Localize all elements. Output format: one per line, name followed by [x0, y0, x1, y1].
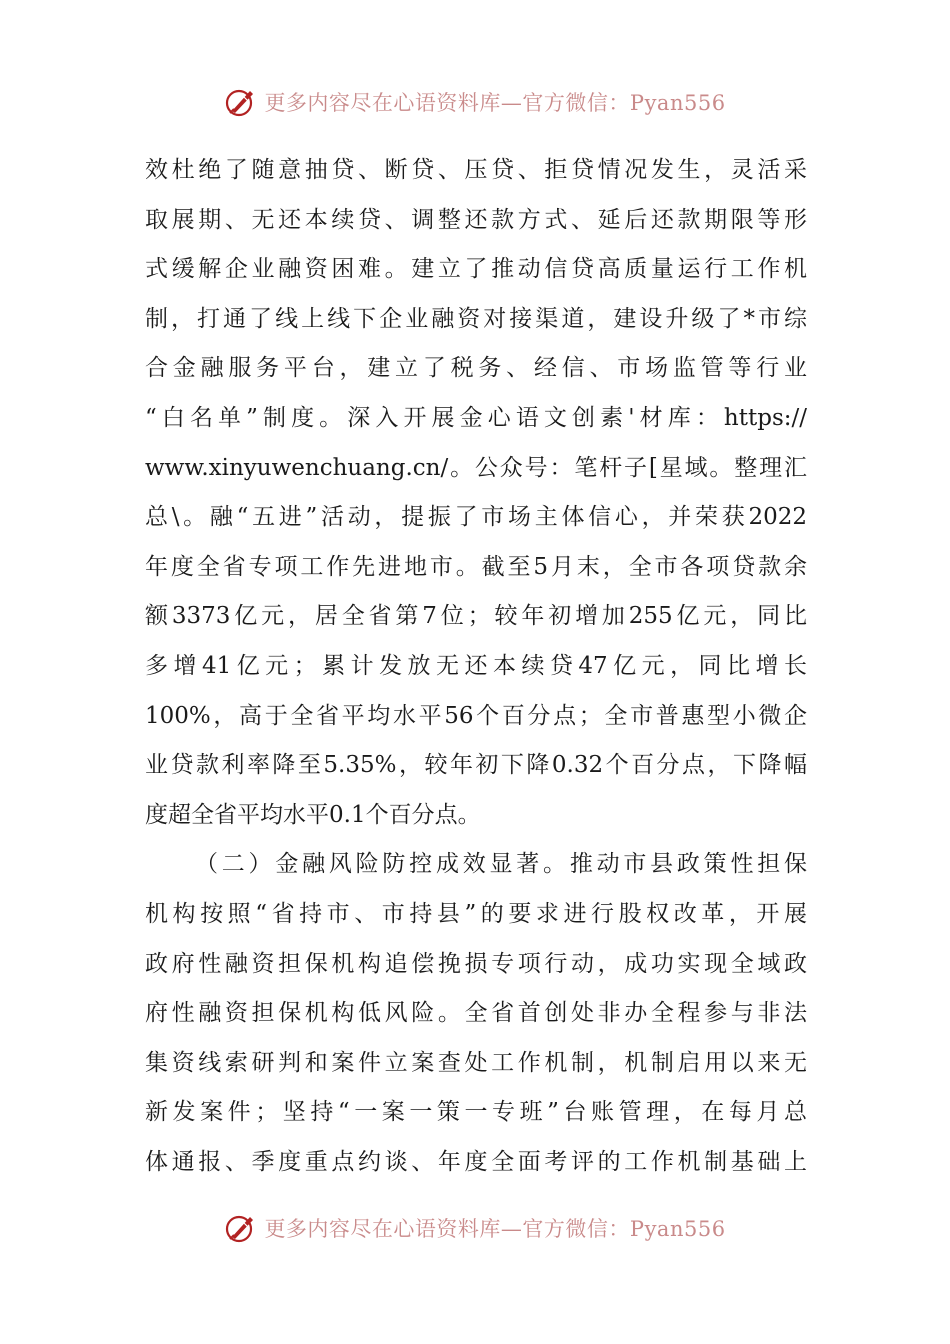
- text-line: 合金融服务平台，建立了税务、经信、市场监管等行业: [145, 355, 807, 382]
- text-line: 效杜绝了随意抽贷、断贷、压贷、拒贷情况发生，灵活采: [145, 157, 807, 183]
- text-line: 取展期、无还本续贷、调整还款方式、延后还款期限等形: [145, 206, 807, 233]
- text-line: 业贷款利率降至5.35%，较年初下降0.32个百分点，下降幅: [145, 752, 807, 779]
- section-heading-line: （二）金融风险防控成效显著。推动市县政策性担保: [195, 851, 807, 878]
- document-body: [145, 146, 807, 1187]
- text-line: 式缓解企业融资困难。建立了推动信贷高质量运行工作机: [145, 256, 807, 283]
- paragraph-financing-support: [145, 146, 807, 840]
- quill-pen-logo-icon: [224, 1211, 258, 1245]
- text-line: 年度全省专项工作先进地市。截至5月末，全市各项贷款余: [145, 553, 807, 580]
- text-line: 集资线索研判和案件立案查处工作机制，机制启用以来无: [145, 1049, 807, 1076]
- text-line: 度超全省平均水平0.1个百分点。: [145, 801, 481, 828]
- text-line: 政府性融资担保机构追偿挽损专项行动，成功实现全域政: [145, 950, 807, 977]
- text-line: 额3373亿元，居全省第7位；较年初增加255亿元，同比: [145, 603, 807, 630]
- quill-pen-logo-icon: [224, 85, 258, 119]
- footer-banner: [0, 1208, 950, 1248]
- header-banner: [0, 82, 950, 122]
- text-line: 体通报、季度重点约谈、年度全面考评的工作机制基础上: [145, 1148, 807, 1175]
- text-line: 新发案件；坚持“一案一策一专班”台账管理，在每月总: [145, 1099, 807, 1126]
- text-line: 多增41亿元；累计发放无还本续贷47亿元，同比增长: [145, 652, 807, 679]
- paragraph-risk-control: [145, 840, 807, 1187]
- text-line: 100%，高于全省平均水平56个百分点；全市普惠型小微企: [145, 702, 807, 729]
- text-line: 府性融资担保机构低风险。全省首创处非办全程参与非法: [145, 1000, 807, 1027]
- banner-text: 更多内容尽在心语资料库—官方微信：Pyan556: [264, 1217, 726, 1241]
- text-line: 制，打通了线上线下企业融资对接渠道，建设升级了*市综: [145, 305, 807, 332]
- text-line: 机构按照“省持市、市持县”的要求进行股权改革，开展: [145, 900, 807, 927]
- banner-text: 更多内容尽在心语资料库—官方微信：Pyan556: [264, 91, 726, 115]
- text-line: 总\。融“五进”活动，提振了市场主体信心，并荣获2022: [145, 504, 807, 531]
- text-line: “白名单”制度。深入开展金心语文创素'材库：https://: [145, 404, 807, 431]
- text-line: www.xinyuwenchuang.cn/。公众号：笔杆子[星域。整理汇: [145, 454, 807, 481]
